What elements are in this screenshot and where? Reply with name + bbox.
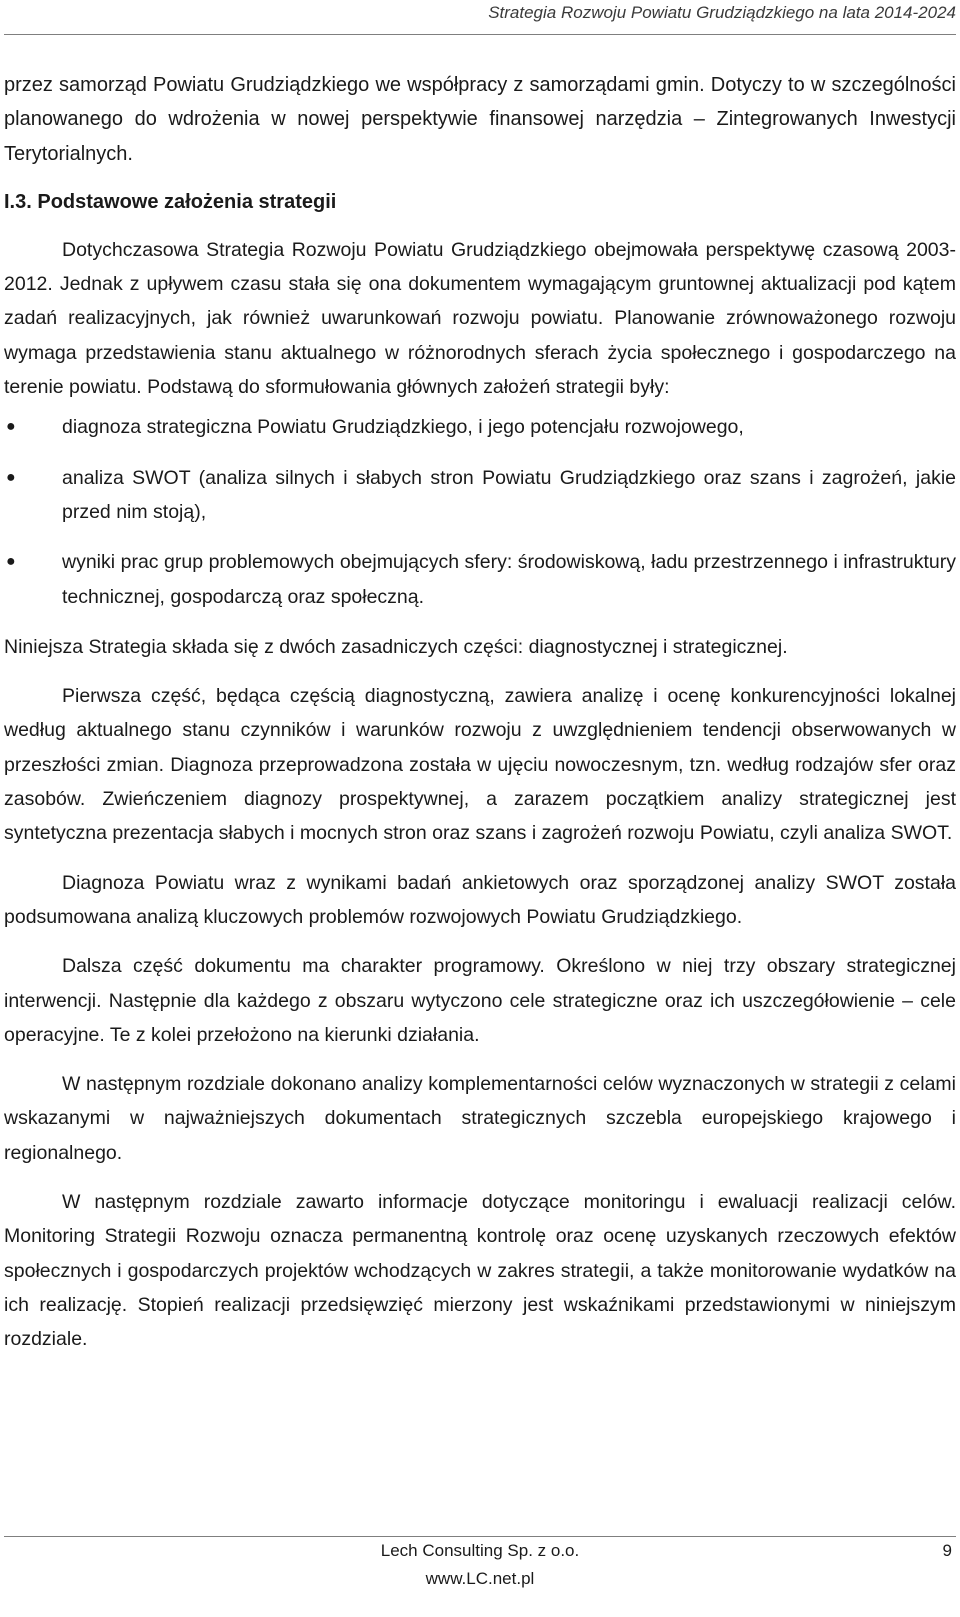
bullet-icon: ● (6, 553, 16, 571)
footer-divider (4, 1536, 956, 1537)
list-item (4, 545, 956, 614)
paragraph-complementarity: W następnym rozdziale dokonano analizy komplementarności celów wyznaczonych w strategii z celami wskazanymi w najważniejszych dokumentach strategicznych szczebla europejskiego krajowego i regionalnego. (4, 1073, 956, 1164)
paragraph-structure: Niniejsza Strategia składa się z dwóch zasadniczych części: diagnostycznej i strategicznej. (4, 635, 788, 658)
running-header: Strategia Rozwoju Powiatu Grudziądzkiego na lata 2014-2024 (488, 3, 956, 22)
intro-paragraph: przez samorząd Powiatu Grudziądzkiego we współpracy z samorządami gmin. Dotyczy to w szczególności planowanego do wdrożenia w nowej perspektywie finansowej narzędzia – Zintegrowanych Inwestycji Terytorialnych. (4, 74, 956, 165)
footer-company: Lech Consulting Sp. z o.o. (380, 1541, 580, 1560)
assumptions-list (4, 410, 956, 613)
header-divider (4, 34, 956, 35)
bullet-icon: ● (6, 418, 16, 436)
paragraph-programme-part: Dalsza część dokumentu ma charakter programowy. Określono w niej trzy obszary strategicznej interwencji. Następnie dla każdego z obszaru wytyczono cele strategiczne oraz ich uszczegółowienie – cele operacyjne. Te z kolei przełożono na kierunki działania. (4, 955, 956, 1046)
document-body (4, 68, 956, 1357)
paragraph-diagnostic-part: Pierwsza część, będąca częścią diagnostyczną, zawiera analizę i ocenę konkurencyjności lokalnej według aktualnego stanu czynników i warunków rozwoju z uwzględnieniem tendencji obserwowanych w przeszłości zmian. Diagnoza przeprowadzona została w ujęciu nowoczesnym, tzn. według rodzajów sfer oraz zasobów. Zwieńczeniem diagnozy prospektywnej, a zarazem początkiem analizy strategicznej jest syntetyczna prezentacja słabych i mocnych stron oraz szans i zagrożeń rozwoju Powiatu, czyli analiza SWOT. (4, 685, 956, 845)
list-item-text: analiza SWOT (analiza silnych i słabych stron Powiatu Grudziądzkiego oraz szans i zagrożeń, jakie przed nim stoją), (62, 466, 956, 523)
paragraph-diagnosis-summary: Diagnoza Powiatu wraz z wynikami badań ankietowych oraz sporządzonej analizy SWOT została podsumowana analizą kluczowych problemów rozwojowych Powiatu Grudziądzkiego. (4, 871, 956, 928)
list-item-text: diagnoza strategiczna Powiatu Grudziądzkiego, i jego potencjału rozwojowego, (62, 416, 744, 439)
list-item (4, 461, 956, 530)
section-heading: I.3. Podstawowe założenia strategii (4, 190, 337, 213)
list-item (4, 410, 956, 444)
page-number: 9 (942, 1541, 952, 1560)
footer-url: www.LC.net.pl (425, 1569, 535, 1588)
bullet-icon: ● (6, 468, 16, 486)
paragraph-strategy-background: Dotychczasowa Strategia Rozwoju Powiatu Grudziądzkiego obejmowała perspektywę czasową 2003-2012. Jednak z upływem czasu stała się ona dokumentem wymagającym gruntownej aktualizacji pod kątem zadań realizacyjnych, jak również uwarunkowań rozwoju powiatu. Planowanie zrównoważonego rozwoju wymaga przedstawienia stanu aktualnego w różnorodnych sferach życia społecznego i gospodarczego na terenie powiatu. Podstawą do sformułowania głównych założeń strategii były: (4, 238, 956, 399)
list-item-text: wyniki prac grup problemowych obejmujących sfery: środowiskową, ładu przestrzennego i infrastruktury technicznej, gospodarczą oraz społeczną. (62, 551, 956, 608)
paragraph-monitoring: W następnym rozdziale zawarto informacje dotyczące monitoringu i ewaluacji realizacji celów. Monitoring Strategii Rozwoju oznacza permanentną kontrolę oraz ocenę uzyskanych rzeczowych efektów społecznych i gospodarczych projektów wchodzących w zakres strategii, a także monitorowanie wydatków na ich realizację. Stopień realizacji przedsięwzięć mierzony jest wskaźnikami przedstawionymi w niniejszym rozdziale. (4, 1191, 956, 1351)
